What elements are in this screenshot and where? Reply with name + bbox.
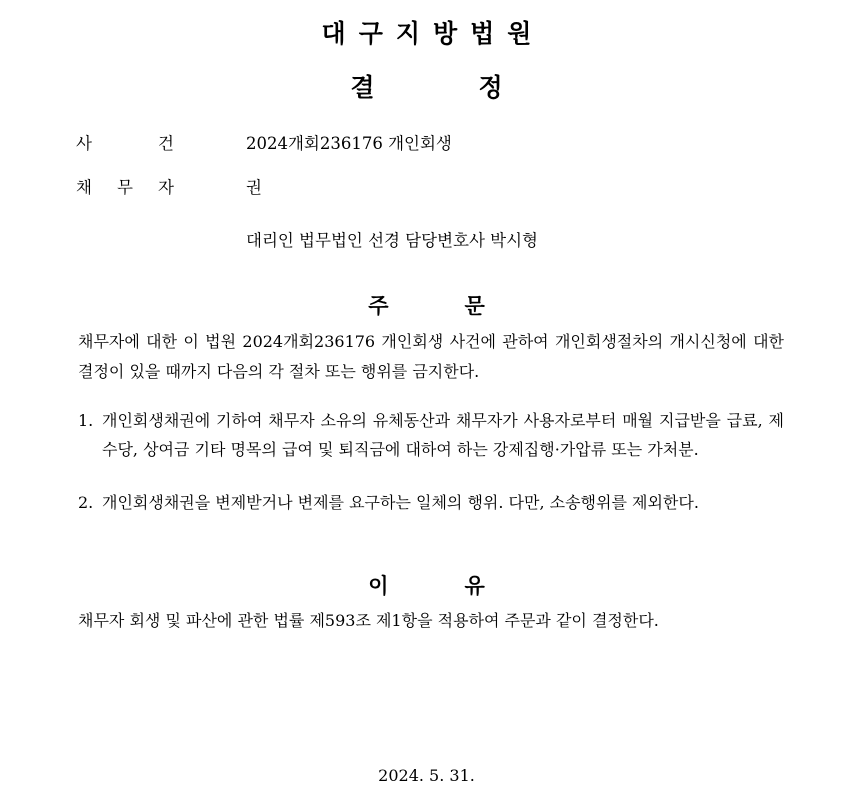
order-item-text: 개인회생채권에 기하여 채무자 소유의 유체동산과 채무자가 사용자로부터 매월 지급받을 급료, 제수당, 상여금 기타 명목의 급여 및 퇴직금에 대하여 하는 강제집행·가압류 또는 가처분. [102,411,784,459]
decision-date: 2024. 5. 31. [378,766,475,785]
order-item [78,406,784,464]
case-label [76,130,174,154]
document-title-char: 결 [350,73,375,102]
order-heading [0,290,853,320]
reason-heading-char: 이 [368,574,389,598]
case-number: 2024개회236176 개인회생 [246,134,452,153]
order-heading-char: 주 [368,294,389,318]
case-label-char: 사 [76,134,92,153]
order-item-number: 1. [78,411,94,430]
document-title [0,68,853,104]
case-label-char: 건 [158,134,174,153]
debtor-label-char: 채 [76,178,92,197]
order-intro: 채무자에 대한 이 법원 2024개회236176 개인회생 사건에 관하여 개인회생절차의 개시신청에 대한 결정이 있을 때까지 다음의 각 절차 또는 행위를 금지한다. [78,332,784,381]
order-item-number: 2. [78,493,94,512]
debtor-agent: 대리인 법무법인 선경 담당변호사 박시형 [246,231,538,250]
order-heading-char: 문 [464,294,485,318]
order-item-text: 개인회생채권을 변제받거나 변제를 요구하는 일체의 행위. 다만, 소송행위를 제외한다. [102,493,699,512]
reason-text: 채무자 회생 및 파산에 관한 법률 제593조 제1항을 적용하여 주문과 같이 결정한다. [78,611,659,630]
court-name: 대구지방법원 [321,19,545,48]
order-item [78,488,784,517]
reason-heading-char: 유 [464,574,485,598]
debtor-name: 권 [246,178,262,197]
debtor-label-char: 자 [158,178,174,197]
document-title-char: 정 [478,73,503,102]
debtor-label [76,174,174,198]
reason-heading [0,570,853,600]
debtor-label-char: 무 [117,178,133,197]
